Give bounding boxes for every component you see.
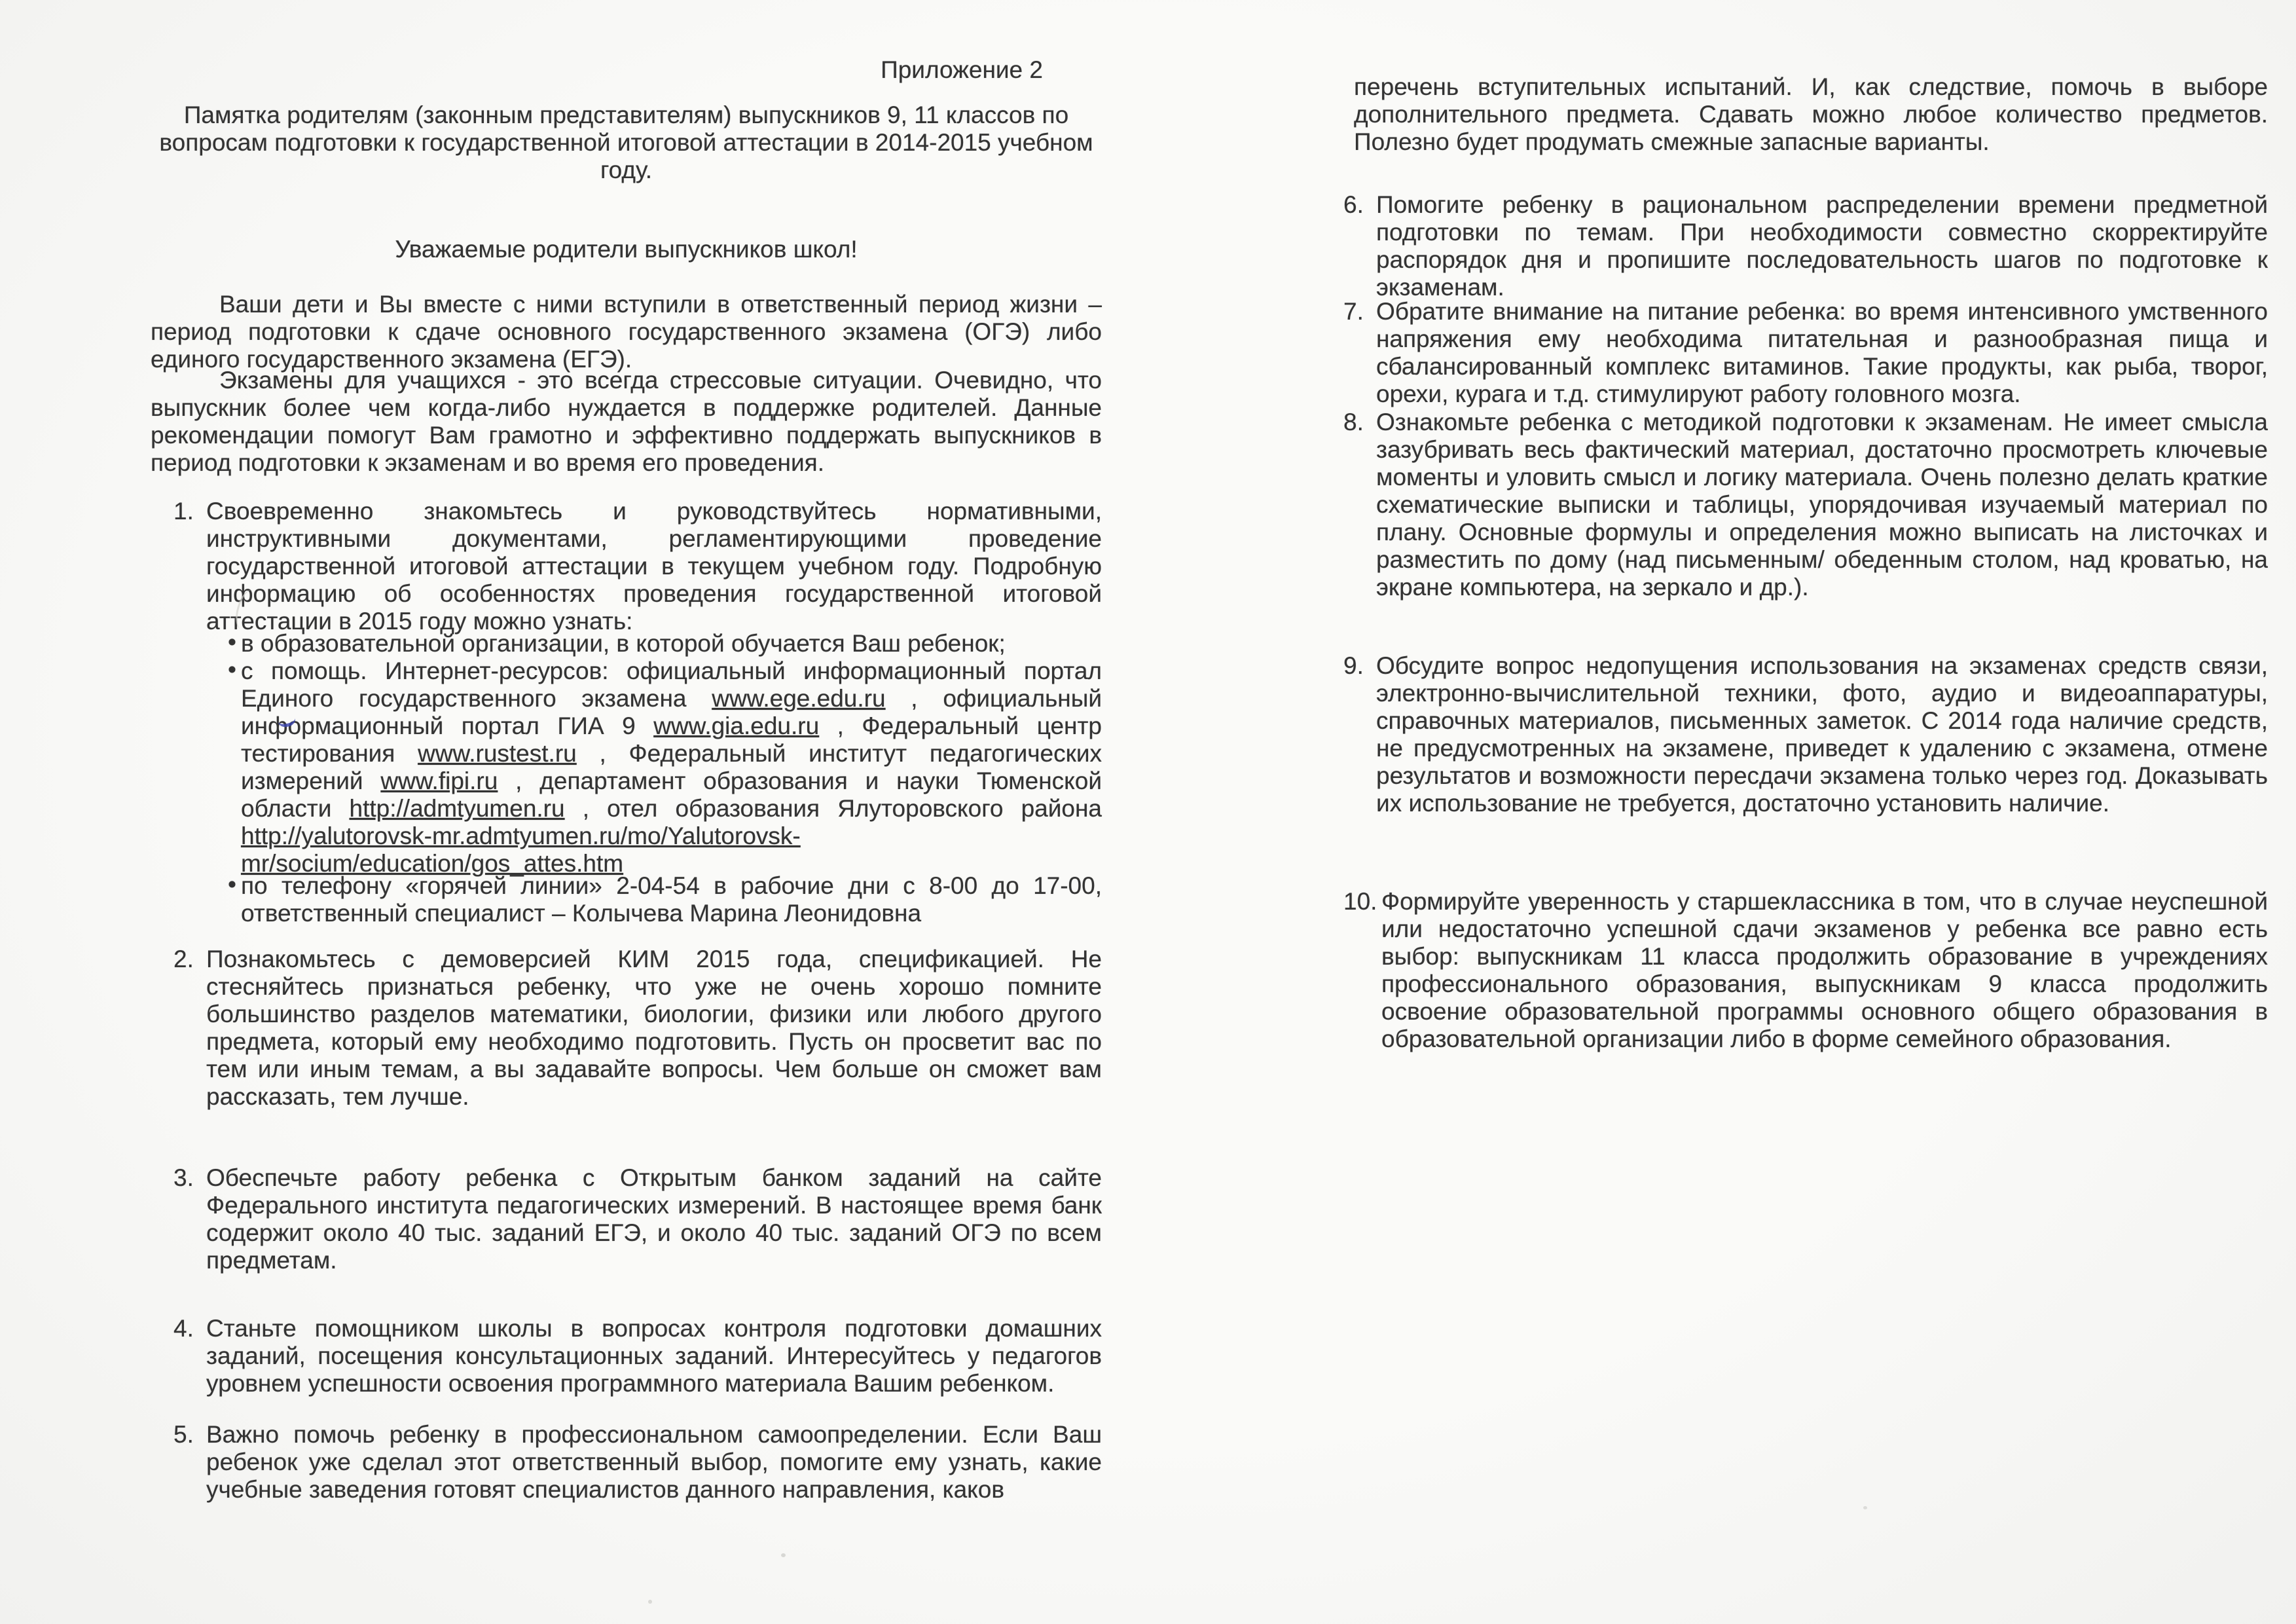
item-text: Своевременно знакомьтесь и руководствуйтесь нормативными, инструктивными документами, регламентирующими проведение государственной итоговой аттестации в текущем учебном году. Подробную информацию об особенностях проведения государственной итоговой аттестации в 2015 году можно узнать: [206, 498, 1102, 635]
bullet-text: , департамент образования и науки Тюменской области [241, 767, 1102, 822]
url-link-admtyumen[interactable]: http://admtyumen.ru [349, 795, 565, 822]
list-item-3 [151, 1164, 1102, 1274]
url-link-fipi[interactable]: www.fipi.ru [380, 767, 498, 794]
list-item-1 [151, 498, 1102, 635]
item-number: 7. [1343, 298, 1364, 325]
bullet-text: по телефону «горячей линии» 2-04-54 в рабочие дни с 8-00 до 17-00, ответственный специалист – Колычева Марина Леонидовна [241, 872, 1102, 927]
url-link-rustest[interactable]: www.rustest.ru [418, 740, 577, 767]
item-text: Ознакомьте ребенка с методикой подготовки к экзаменам. Не имеет смысла зазубривать весь фактический материал, достаточно просмотреть ключевые моменты и уловить смысл и логику материала. Очень полезно делать краткие схематические выписки и таблицы, упорядочивая изучаемый материал по плану. Основные формулы и определения можно выписать на листочках и разместить по дому (над письменным/ обеденным столом, над кроватью, на экране компьютера, на зеркало и др.). [1376, 409, 2268, 600]
list-item-7 [1343, 298, 2268, 408]
item-text: Важно помочь ребенку в профессиональном самоопределении. Если Ваш ребенок уже сделал этот ответственный выбор, помогите ему узнать, какие учебные заведения готовят специалистов данного направления, каков [206, 1421, 1102, 1503]
bullet-marker-icon: • [228, 871, 236, 898]
item-text: Формируйте уверенность у старшеклассника в том, что в случае неуспешной или недостаточно успешной сдачи экзаменов у ребенка все равно есть выбор: выпускникам 11 класса продолжить образование в учреждениях профессионального образования, выпускникам 9 класса продолжить освоение образовательной программы основного общего образования в образовательной организации либо в форме семейного образования. [1381, 888, 2268, 1052]
bullet-marker-icon: • [228, 656, 236, 683]
item-number: 9. [1343, 652, 1364, 679]
intro-paragraph-2: Экзамены для учащихся - это всегда стрессовые ситуации. Очевидно, что выпускник более чем когда-либо нуждается в поддержке родителей. Данные рекомендации помогут Вам грамотно и эффективно поддержать выпускников в период подготовки к экзаменам и во время его проведения. [151, 367, 1102, 476]
list-item-8 [1343, 409, 2268, 601]
bullet-marker-icon: • [228, 629, 236, 655]
list-item-5 [151, 1421, 1102, 1504]
bullet-item-3 [151, 872, 1102, 927]
page-left [151, 0, 1102, 1624]
item-5-continuation: перечень вступительных испытаний. И, как следствие, помочь в выборе дополнительного предмета. Сдавать можно любое количество предметов. Полезно будет продумать смежные запасные варианты. [1354, 73, 2268, 155]
bullet-text: в образовательной организации, в которой обучается Ваш ребенок; [241, 630, 1006, 657]
scan-artifact [648, 1600, 652, 1604]
bullet-item-2 [151, 657, 1102, 877]
bullet-text: , отел образования Ялуторовского района [564, 795, 1102, 822]
item-text: Обеспечьте работу ребенка с Открытым банком заданий на сайте Федерального института педагогических измерений. В настоящее время банк содержит около 40 тыс. заданий ЕГЭ, и около 40 тыс. заданий ОГЭ по всем предметам. [206, 1164, 1102, 1274]
item-number: 5. [173, 1421, 194, 1448]
bullet-item-1 [151, 630, 1102, 657]
item-text: Обратите внимание на питание ребенка: во время интенсивного умственного напряжения ему необходима питательная и разнообразная пища и сбалансированный комплекс витаминов. Такие продукты, как рыба, творог, орехи, курага и т.д. стимулируют работу головного мозга. [1376, 298, 2268, 407]
scan-artifact [185, 458, 189, 462]
item-number: 10. [1343, 888, 1377, 915]
item-number: 4. [173, 1315, 194, 1342]
list-item-9 [1343, 652, 2268, 817]
item-number: 1. [173, 498, 194, 525]
appendix-label: Приложение 2 [881, 56, 1043, 83]
item-text: Познакомьтесь с демоверсией КИМ 2015 года, спецификацией. Не стесняйтесь признаться ребенку, что уже не очень хорошо помните большинство разделов математики, биологии, физики или любого другого предмета, который ему необходимо подготовить. Пусть он просветит вас по тем или иным темам, а вы задавайте вопросы. Чем больше он сможет вам рассказать, тем лучше. [206, 946, 1102, 1110]
bullet-text: с помощь. Интернет-ресурсов: официальный информационный портал Единого государственного экзамена [241, 657, 1102, 712]
item-text: Станьте помощником школы в вопросах контроля подготовки домашних заданий, посещения консультационных заданий. Интересуйтесь у педагогов уровнем успешности освоения программного материала Вашим ребенком. [206, 1315, 1102, 1397]
list-item-4 [151, 1315, 1102, 1397]
scan-artifact [1863, 1506, 1867, 1509]
bullet-text: , Федеральный институт педагогических измерений [241, 740, 1102, 794]
scan-artifact [781, 1553, 786, 1557]
item-number: 3. [173, 1164, 194, 1191]
page-right [1343, 0, 2268, 1624]
bullet-text: , официальный информационный портал ГИА 9 [241, 685, 1102, 739]
item-text: Помогите ребенку в рациональном распределении времени предметной подготовки по темам. При необходимости совместно скорректируйте распорядок дня и пропишите последовательность шагов по подготовке к экзаменам. [1376, 191, 2268, 301]
item-number: 6. [1343, 191, 1364, 218]
document-title: Памятка родителям (законным представителям) выпускников 9, 11 классов по вопросам подготовки к государственной итоговой аттестации в 2014-2015 учебном году. [159, 101, 1093, 183]
item-text: Обсудите вопрос недопущения использования на экзаменах средств связи, электронно-вычислительной техники, фото, аудио и видеоаппаратуры, справочных материалов, письменных заметок. С 2014 года наличие средств, не предусмотренных на экзамене, приведет к удалению с экзамена, отмене результатов и возможности пересдачи экзамена только через год. Доказывать их использование не требуется, достаточно установить наличие. [1376, 652, 2268, 817]
item-number: 2. [173, 946, 194, 972]
bullet-text: , Федеральный центр тестирования [241, 712, 1102, 767]
url-link-yalutorovsk[interactable]: http://yalutorovsk-mr.admtyumen.ru/mo/Yalutorovsk-mr/socium/education/gos_attes.htm [241, 822, 801, 877]
intro-paragraph-1: Ваши дети и Вы вместе с ними вступили в ответственный период жизни – период подготовки к сдаче основного государственного экзамена (ОГЭ) либо единого государственного экзамена (ЕГЭ). [151, 291, 1102, 373]
salutation: Уважаемые родители выпускников школ! [395, 236, 858, 263]
list-item-10 [1343, 888, 2268, 1053]
list-item-6 [1343, 191, 2268, 301]
item-number: 8. [1343, 409, 1364, 435]
list-item-2 [151, 946, 1102, 1111]
scan-artifact [2001, 1008, 2005, 1012]
url-link-gia[interactable]: www.gia.edu.ru [653, 712, 820, 739]
url-link-ege[interactable]: www.ege.edu.ru [712, 685, 886, 712]
